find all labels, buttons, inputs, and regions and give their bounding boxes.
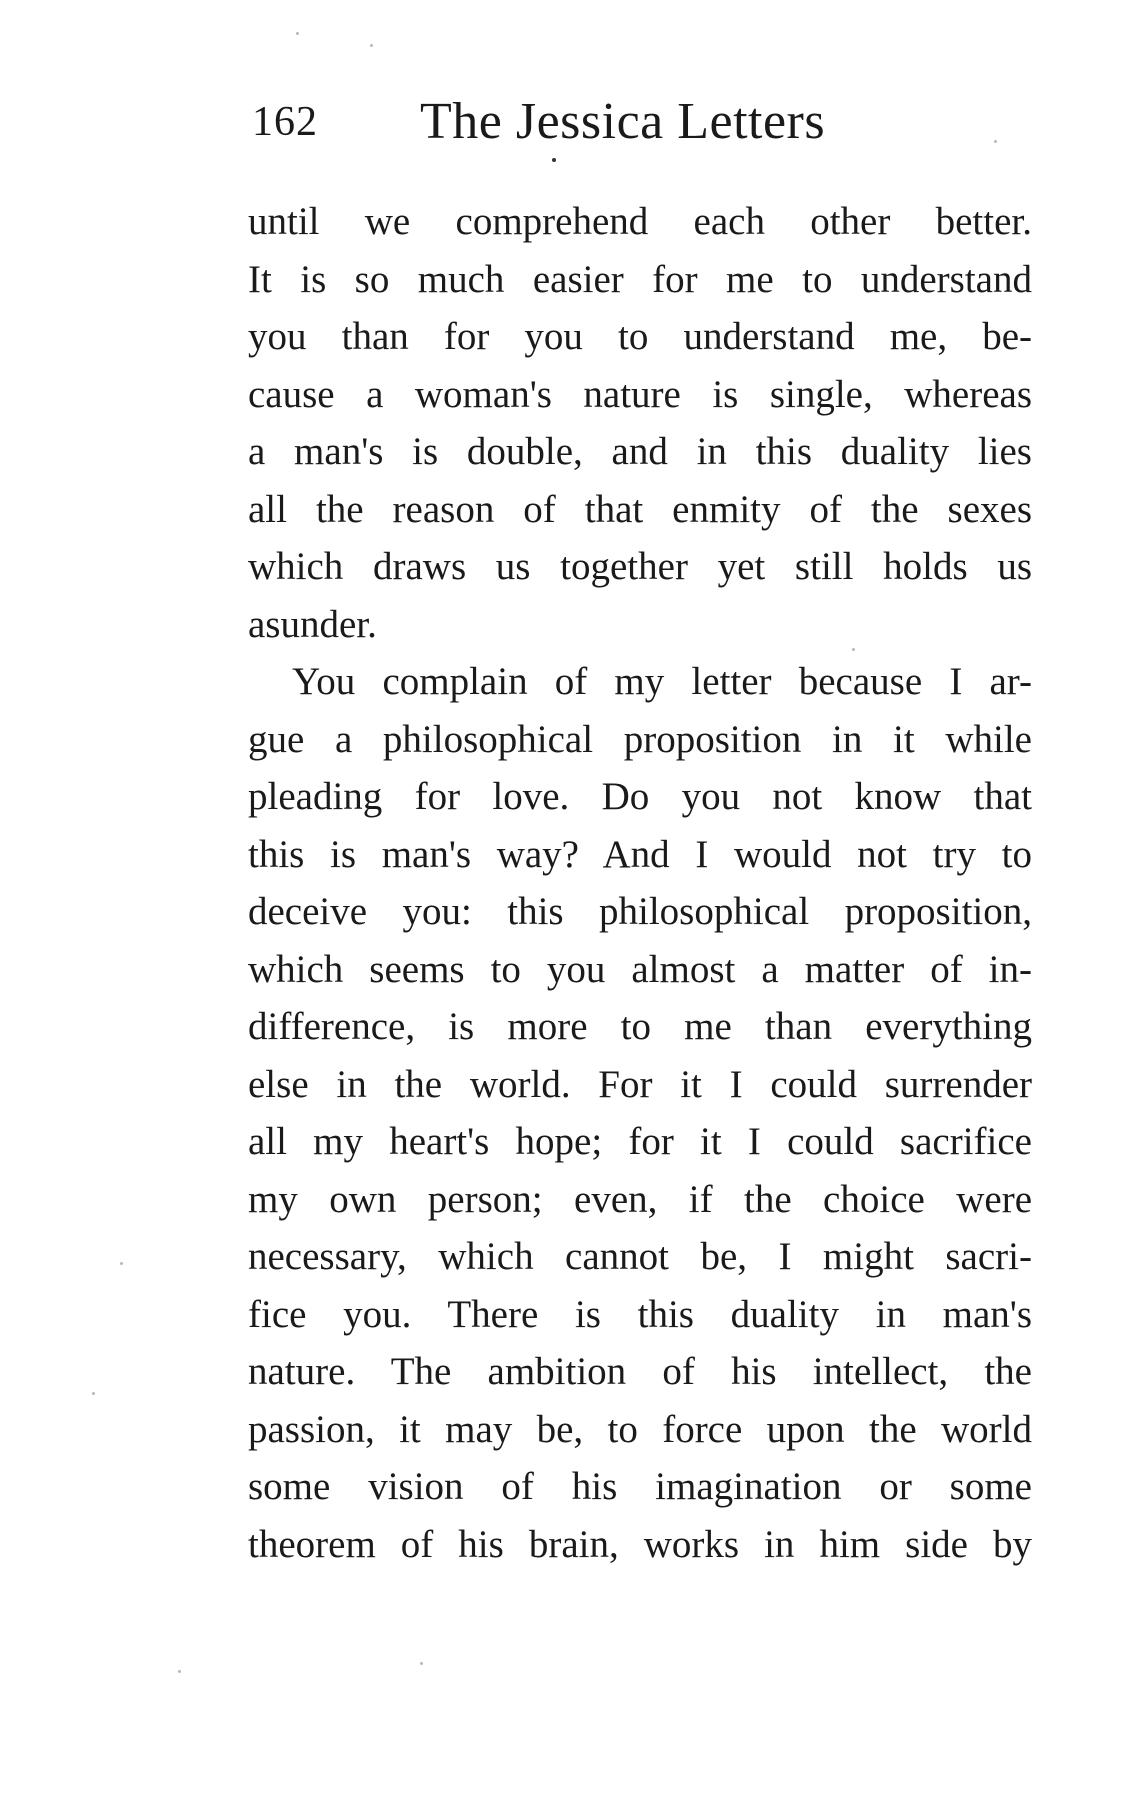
text-line: this is man's way? And I would not try to bbox=[248, 832, 1032, 876]
text-line: which draws us together yet still holds us bbox=[248, 545, 1032, 588]
text-line: theorem of his brain, works in him side by bbox=[248, 1522, 1032, 1566]
text-line: gue a philosophical proposition in it while bbox=[248, 717, 1032, 761]
text-line: pleading for love. Do you not know that bbox=[248, 775, 1032, 818]
body-text bbox=[248, 193, 1032, 1573]
text-line: You complain of my letter because I ar- bbox=[292, 660, 1032, 703]
page-header bbox=[248, 92, 1038, 162]
text-line: until we comprehend each other better. bbox=[248, 200, 1032, 243]
scan-speck bbox=[120, 1262, 123, 1265]
scan-speck bbox=[552, 158, 556, 162]
text-line: some vision of his imagination or some bbox=[248, 1465, 1032, 1508]
text-line: asunder. bbox=[248, 602, 377, 646]
text-line: all my heart's hope; for it I could sacrifice bbox=[248, 1120, 1032, 1163]
text-line: you than for you to understand me, be- bbox=[248, 315, 1032, 358]
text-line: else in the world. For it I could surrender bbox=[248, 1062, 1032, 1106]
text-line: nature. The ambition of his intellect, the bbox=[248, 1350, 1032, 1393]
scan-speck bbox=[296, 32, 299, 35]
text-line: which seems to you almost a matter of in- bbox=[248, 947, 1032, 991]
text-line: passion, it may be, to force upon the world bbox=[248, 1407, 1032, 1451]
text-line: all the reason of that enmity of the sexes bbox=[248, 487, 1032, 531]
text-line: deceive you: this philosophical proposition, bbox=[248, 890, 1032, 933]
text-line: It is so much easier for me to understand bbox=[248, 257, 1032, 301]
text-line: difference, is more to me than everything bbox=[248, 1005, 1032, 1048]
scan-speck bbox=[852, 648, 855, 651]
text-line: fice you. There is this duality in man's bbox=[248, 1292, 1032, 1336]
text-line: necessary, which cannot be, I might sacri- bbox=[248, 1235, 1032, 1278]
text-line: my own person; even, if the choice were bbox=[248, 1177, 1032, 1221]
running-title: The Jessica Letters bbox=[420, 93, 826, 150]
scan-speck bbox=[92, 1392, 95, 1395]
page-number: 162 bbox=[252, 99, 318, 145]
text-line: cause a woman's nature is single, whereas bbox=[248, 372, 1032, 416]
scan-speck bbox=[178, 1670, 181, 1673]
scan-speck bbox=[420, 1662, 423, 1665]
scan-speck bbox=[370, 44, 373, 47]
text-line: a man's is double, and in this duality lies bbox=[248, 430, 1032, 473]
scan-speck bbox=[994, 140, 997, 143]
